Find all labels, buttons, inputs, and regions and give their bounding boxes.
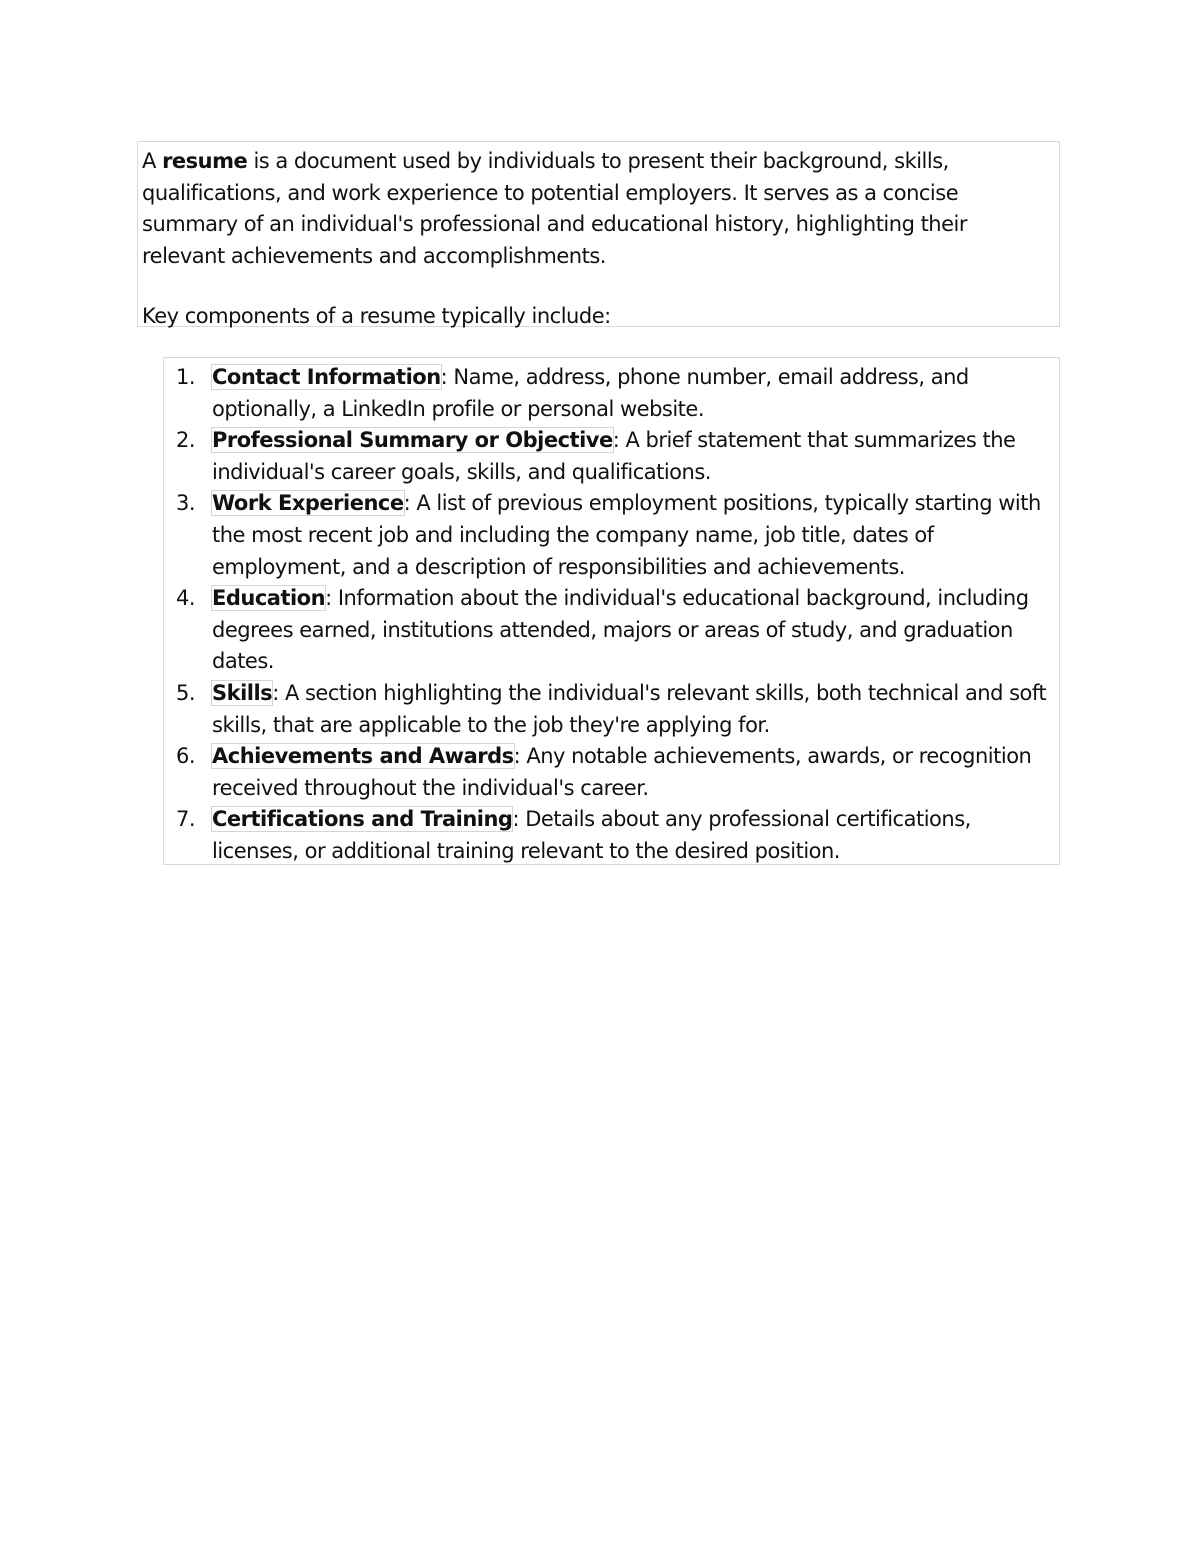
list-item-description: : A brief statement that summarizes the individual's career goals, skills, and qualifications. — [212, 428, 1016, 484]
intro-text-box — [137, 141, 1060, 327]
list-item-description: : Any notable achievements, awards, or recognition received throughout the individual's career. — [212, 744, 1032, 800]
paragraph-spacer — [142, 272, 1055, 301]
intro-paragraph — [142, 146, 1055, 272]
intro-prefix: A — [142, 149, 156, 173]
list-item-number: 5. — [176, 680, 196, 705]
list-item — [164, 583, 1055, 678]
list-item-number: 3. — [176, 491, 196, 516]
list-item-number: 7. — [176, 807, 196, 832]
intro-text: is a document used by individuals to present their background, skills, qualifications, and work experience to potential employers. It serves as a concise summary of an individual's professional and educational history, highlighting their relevant achievements and accomplishments. — [142, 149, 968, 268]
list-item-number: 2. — [176, 428, 196, 453]
list-item-description: : A section highlighting the individual's relevant skills, both technical and soft skills, that are applicable to the job they're applying for. — [212, 680, 1047, 737]
intro-keyword: resume — [162, 149, 248, 173]
list-item-description: : Name, address, phone number, email address, and optionally, a LinkedIn profile or personal website. — [212, 365, 969, 421]
list-item-number: 6. — [176, 744, 196, 769]
list-item — [164, 362, 1055, 425]
components-list-box — [163, 357, 1060, 865]
list-item — [164, 678, 1055, 741]
list-item-description: : Information about the individual's educational background, including degrees earned, institutions attended, majors or areas of study, and graduation dates. — [212, 586, 1029, 674]
list-item-term[interactable]: Contact Information — [212, 365, 441, 389]
list-item-number: 1. — [176, 365, 196, 389]
components-list — [164, 362, 1055, 868]
list-item-description: : Details about any professional certifications, licenses, or additional training relevant to the desired position. — [212, 807, 971, 863]
list-item-term[interactable]: Skills — [212, 680, 273, 705]
list-item-term[interactable]: Achievements and Awards — [212, 744, 514, 769]
list-item — [164, 804, 1055, 867]
list-item-term[interactable]: Education — [212, 586, 326, 611]
list-item-number: 4. — [176, 586, 196, 611]
list-item — [164, 425, 1055, 488]
list-item-term[interactable]: Work Experience — [212, 491, 404, 516]
list-item-term[interactable]: Certifications and Training — [212, 807, 513, 832]
list-item-description: : A list of previous employment positions, typically starting with the most recent job and including the company name, job title, dates of employment, and a description of responsibilities and achievements. — [212, 491, 1041, 579]
components-lead: Key components of a resume typically include: — [142, 304, 611, 328]
list-item-term[interactable]: Professional Summary or Objective — [212, 428, 613, 453]
list-item — [164, 488, 1055, 583]
list-item — [164, 741, 1055, 804]
